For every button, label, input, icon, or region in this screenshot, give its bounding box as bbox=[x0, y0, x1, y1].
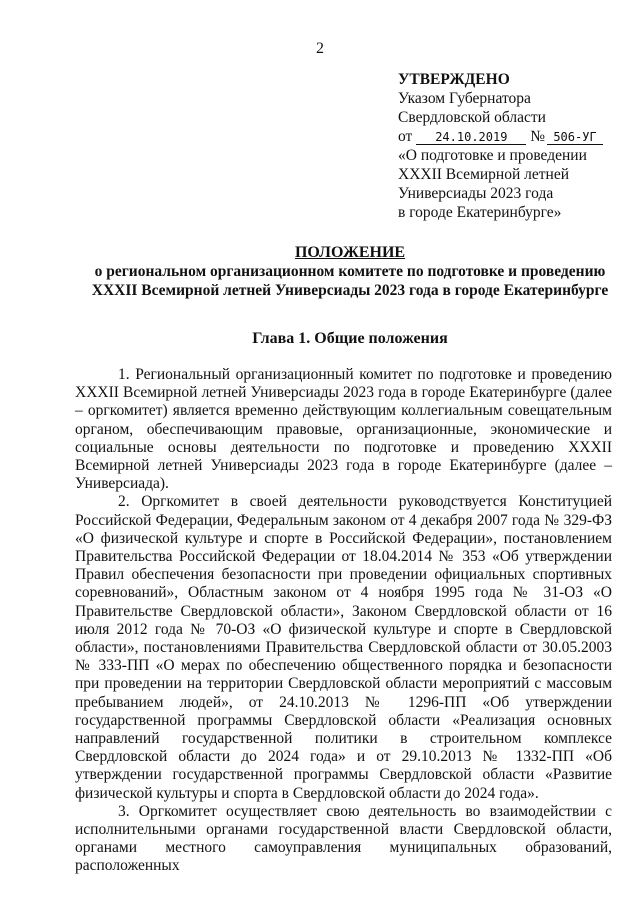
chapter-heading: Глава 1. Общие положения bbox=[252, 330, 448, 347]
paragraph-2: 2. Оргкомитет в своей деятельности руководствуется Конституцией Российской Федерации, Федеральным законом от 4 декабря 2007 года № 329-ФЗ «О физической культуре и спорте в Российской Федерации», постановлением Правительства Российской Федерации от 18.04.2014 № 353 «Об утверждении Правил обеспечения безопасности при проведении официальных спортивных соревнований», Областным законом от 4 ноября 1995 года № 31-ОЗ «О Правительстве Свердловской области», Законом Свердловской области от 16 июля 2012 года № 70-ОЗ «О физической культуре и спорте в Свердловской области», постановлениями Правительства Свердловской области от 30.05.2003 № 333-ПП «О мерах по обеспечению общественного порядка и безопасности при проведении на территории Свердловской области мероприятий с массовым пребыванием людей», от 24.10.2013 № 1296-ПП «Об утверждении государственной программы Свердловской области «Реализация основных направлений государственной политики в строительном комплексе Свердловской области до 2024 года» и от 29.10.2013 № 1332-ПП «Об утверждении государственной программы Свердловской области «Развитие физической культуры и спорта в Свердловской области до 2024 года». bbox=[75, 493, 612, 802]
approval-number: 506-УГ bbox=[547, 131, 603, 145]
approval-line-2: Свердловской области bbox=[398, 109, 546, 126]
approved-label: УТВЕРЖДЕНО bbox=[398, 71, 510, 88]
approval-subject-1: «О подготовке и проведении bbox=[398, 147, 587, 164]
approval-line-1: Указом Губернатора bbox=[398, 90, 531, 107]
document-body bbox=[75, 366, 612, 876]
page-number: 2 bbox=[316, 40, 324, 57]
approval-subject-2: XXXII Всемирной летней bbox=[398, 166, 569, 183]
paragraph-1: 1. Региональный организационный комитет по подготовке и проведению XXXII Всемирной летней Универсиады 2023 года в городе Екатеринбурге (далее – оргкомитет) является временно действующим коллегиальным совещательным органом, обеспечивающим правовые, организационные, экономические и социальные основы деятельности по подготовке и проведению XXXII Всемирной летней Универсиады 2023 года в городе Екатеринбурге (далее – Универсиада). bbox=[75, 366, 612, 493]
number-prefix: № bbox=[530, 128, 545, 145]
approval-subject-4: в городе Екатеринбурге» bbox=[398, 204, 562, 221]
date-prefix: от bbox=[398, 128, 413, 145]
title-subtitle-2: XXXII Всемирной летней Универсиады 2023 года в городе Екатеринбурге bbox=[91, 282, 609, 299]
paragraph-3: 3. Оргкомитет осуществляет свою деятельность во взаимодействии с исполнительными органами государственной власти Свердловской области, органами местного самоуправления муниципальных образований, расположенных bbox=[75, 802, 612, 875]
title-subtitle-1: о региональном организационном комитете по подготовке и проведению bbox=[94, 263, 606, 280]
approval-subject-3: Универсиады 2023 года bbox=[398, 185, 554, 202]
approval-date: 24.10.2019 bbox=[416, 131, 526, 145]
document-title bbox=[60, 243, 640, 300]
approval-block bbox=[398, 70, 603, 222]
approval-date-line bbox=[398, 127, 603, 146]
title-main: ПОЛОЖЕНИЕ bbox=[294, 244, 406, 261]
